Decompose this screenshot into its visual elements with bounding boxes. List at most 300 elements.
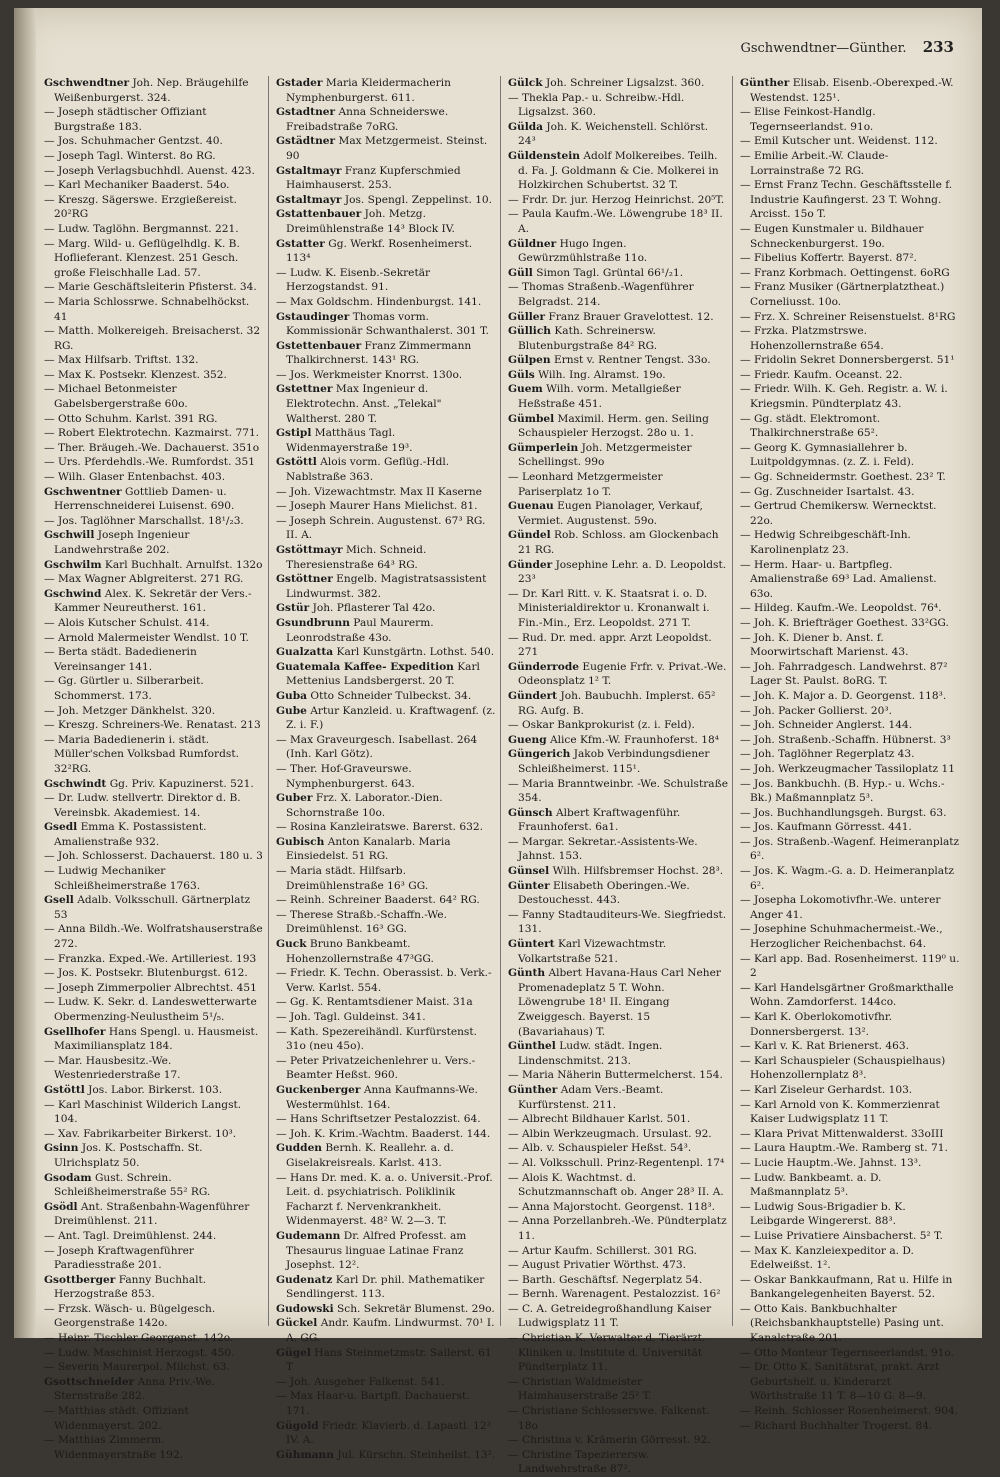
directory-entry: [506, 835, 732, 864]
directory-entry: [506, 1244, 732, 1259]
directory-entry: [42, 382, 268, 411]
entry-text: Wilh. Hilfsbremser Hochst. 28³.: [552, 865, 724, 878]
entry-text: — Albin Werkzeugmach. Ursulast. 92.: [508, 1127, 712, 1140]
directory-entry: [738, 601, 964, 616]
directory-entry: [738, 280, 964, 309]
directory-entry: [506, 237, 732, 266]
directory-entry: [42, 1375, 268, 1404]
directory-entry: [274, 616, 500, 645]
entry-surname: Gube: [276, 704, 307, 717]
entry-text: Anna Kaufmanns-We. Westermühlst. 164.: [286, 1083, 478, 1111]
entry-surname: Guck: [276, 938, 307, 951]
entry-text: — Ludwig Mechaniker Schleißheimerstraße 1763.: [44, 865, 201, 892]
entry-text: Max Metzgermeist. Steinst. 90: [286, 135, 488, 162]
entry-text: — Reinh. Schreiner Baaderst. 64² RG.: [276, 894, 480, 907]
directory-entry: [738, 134, 964, 149]
entry-text: — Lucie Hauptm.-We. Jahnst. 13³.: [740, 1156, 922, 1169]
entry-surname: Gudden: [276, 1142, 323, 1155]
directory-entry: [42, 1171, 268, 1200]
directory-entry: [738, 251, 964, 266]
entry-surname: Gschwendtner: [44, 77, 130, 89]
directory-entry: [274, 572, 500, 601]
entry-text: Anna Priv.-We. Sternstraße 282.: [54, 1375, 215, 1403]
directory-entry: [274, 704, 500, 733]
entry-surname: Guatemala Kaffee- Expedition: [276, 660, 454, 673]
entry-text: — Josephine Schuhmachermeist.-We., Herzoglicher Reichenbachst. 64.: [740, 923, 943, 951]
directory-entry: [42, 1054, 268, 1083]
entry-text: — Jos. Kaufmann Görresst. 441.: [740, 821, 912, 834]
entry-surname: Gstaltmayr: [276, 193, 342, 206]
directory-entry: [506, 1287, 732, 1302]
directory-entry: [506, 412, 732, 441]
entry-text: — Joseph Tagl. Winterst. 8o RG.: [44, 149, 216, 162]
directory-entry: [274, 937, 500, 966]
directory-entry: [42, 616, 268, 631]
directory-entry: [506, 1331, 732, 1375]
directory-entry: [274, 237, 500, 266]
entry-text: Wilh. Ing. Alramst. 19o.: [538, 368, 666, 381]
directory-entry: [738, 368, 964, 383]
entry-text: — Joseph Verlagsbuchhdl. Auenst. 423.: [44, 164, 255, 177]
directory-entry: [738, 1156, 964, 1171]
directory-entry: [274, 1448, 500, 1463]
entry-text: — Thomas Straßenb.-Wagenführer Belgradst. 214.: [508, 281, 694, 308]
directory-entry: [738, 1054, 964, 1083]
directory-entry: [506, 1083, 732, 1112]
column-1: [42, 76, 269, 1461]
entry-text: — Laura Hauptm.-We. Ramberg st. 71.: [740, 1142, 948, 1155]
entry-text: Hans Spengl. u. Hausmeist. Maximiliansplatz 184.: [54, 1025, 259, 1053]
entry-text: — Jos. K. Postsekr. Blutenburgst. 612.: [44, 967, 248, 980]
entry-text: Josephine Lehr. a. D. Leopoldst. 23³: [518, 558, 727, 586]
directory-entry: [42, 674, 268, 703]
directory-entry: [738, 806, 964, 821]
directory-entry: [738, 1083, 964, 1098]
entry-surname: Günter: [508, 879, 550, 892]
entry-text: — Ludw. Taglöhn. Bergmannst. 221.: [44, 222, 239, 235]
entry-text: Adam Vers.-Beamt. Kurfürstenst. 211.: [518, 1083, 664, 1111]
entry-text: — Matthias Zimmerm. Widenmayerstraße 192.: [44, 1434, 184, 1461]
entry-surname: Günther: [508, 1083, 558, 1096]
directory-entry: [738, 1141, 964, 1156]
entry-text: — Joh. Tagl. Guldeinst. 341.: [276, 1011, 426, 1023]
directory-entry: [738, 777, 964, 806]
directory-entry: [42, 1229, 268, 1244]
entry-text: — Max Wagner Ablgreiterst. 271 RG.: [44, 573, 244, 586]
entry-surname: Gstädtner: [276, 135, 336, 148]
entry-text: — Joh. Werkzeugmacher Tassiloplatz 11: [740, 762, 955, 775]
directory-entry: [42, 645, 268, 674]
directory-entry: [42, 134, 268, 149]
directory-entry: [738, 485, 964, 500]
entry-text: Hugo Ingen. Gewürzmühlstraße 11o.: [518, 237, 648, 265]
directory-entry: [42, 528, 268, 557]
entry-text: Karl Mettenius Landsbergerst. 20 T.: [286, 660, 480, 688]
directory-entry: [506, 91, 732, 120]
entry-text: Engelb. Magistratsassistent Lindwurmst. 382.: [286, 573, 487, 600]
entry-text: Adalb. Volksschull. Gärtnerplatz 53: [54, 894, 251, 921]
directory-entry: [42, 1433, 268, 1462]
directory-entry: [42, 1244, 268, 1273]
entry-surname: Güllich: [508, 325, 551, 338]
entry-text: Jos. Spengl. Zeppelinst. 10.: [344, 193, 493, 206]
directory-entry: [42, 1273, 268, 1302]
directory-entry: [274, 266, 500, 295]
entry-surname: Gstöttmayr: [276, 544, 343, 556]
entry-text: — Marie Geschäftsleiterin Pfisterst. 34.: [44, 281, 257, 294]
entry-surname: Gügel: [276, 1346, 311, 1359]
directory-entry: [42, 1302, 268, 1331]
directory-entry: [274, 310, 500, 339]
entry-text: — Dr. Otto K. Sanitätsrat, prakt. Arzt Geburtshelf. u. Kinderarzt Wörthstraße 11 T. 8—10 G. 8—9.: [740, 1361, 940, 1403]
directory-entry: [506, 864, 732, 879]
directory-entry: [506, 777, 732, 806]
directory-entry: [506, 966, 732, 1039]
entry-text: Friedr. Klavierb. d. Lapastl. 12² IV. A.: [286, 1419, 491, 1447]
directory-entry: [506, 76, 732, 91]
entry-text: Gg. Werkf. Rosenheimerst. 113⁴: [286, 237, 473, 265]
entry-text: — Urs. Pferdehdls.-We. Rumfordst. 351: [44, 456, 256, 469]
entry-text: Anna Schneiderswe. Freibadstraße 7oRG.: [286, 106, 449, 133]
entry-text: — Albrecht Bildhauer Karlst. 501.: [508, 1113, 691, 1126]
directory-entry: [274, 1127, 500, 1142]
entry-text: — Karl Handelsgärtner Großmarkthalle Wohn. Zamdorferst. 144co.: [740, 981, 954, 1009]
directory-entry: [42, 718, 268, 733]
entry-text: — Jos. Werkmeister Knorrst. 130o.: [276, 368, 463, 381]
entry-text: Karl Dr. phil. Mathematiker Sendlingerst. 113.: [286, 1273, 485, 1301]
entry-surname: Gülpen: [508, 354, 551, 367]
entry-text: Sch. Sekretär Blumenst. 29o.: [337, 1302, 495, 1315]
entry-text: — Gg. Schneidermstr. Goethest. 23² T.: [740, 471, 946, 484]
entry-text: Eugen Pianolager, Verkauf, Vermiet. Augustenst. 59o.: [518, 500, 703, 527]
entry-surname: Gstaltmayr: [276, 164, 342, 177]
entry-text: — Jos. Bankbuchh. (B. Hyp.- u. Wchs.-Bk.) Maßmannplatz 5³.: [740, 777, 945, 805]
entry-text: Kath. Schreinersw. Blutenburgstraße 84² RG.: [518, 325, 658, 352]
entry-surname: Gstipl: [276, 427, 312, 440]
entry-text: — Arnold Malermeister Wendlst. 10 T.: [44, 631, 249, 644]
directory-entry: [506, 1127, 732, 1142]
directory-entry: [738, 1171, 964, 1200]
entry-text: Emma K. Postassistent. Amalienstraße 932.: [54, 821, 207, 848]
directory-entry: [42, 368, 268, 383]
directory-entry: [274, 689, 500, 704]
directory-entry: [506, 660, 732, 689]
entry-text: — Joh. Fahrradgesch. Landwehrst. 87² Lager St. Paulst. 8oRG. T.: [740, 660, 948, 688]
entry-text: — Severin Maurerpol. Milchst. 63.: [44, 1361, 230, 1374]
directory-entry: [42, 849, 268, 864]
entry-text: — Alb. v. Schauspieler Heßst. 54³.: [508, 1142, 692, 1155]
entry-text: — Bernh. Warenagent. Pestalozzist. 16²: [508, 1288, 721, 1301]
directory-entry: [506, 558, 732, 587]
directory-entry: [42, 105, 268, 134]
directory-entry: [506, 441, 732, 470]
directory-entry: [506, 193, 732, 208]
entry-text: — Karl v. K. Rat Brienerst. 463.: [740, 1040, 909, 1053]
entry-text: Jos. Labor. Birkerst. 103.: [88, 1083, 223, 1096]
entry-text: — Joh. Taglöhner Regerplatz 43.: [740, 748, 915, 761]
directory-entry: [42, 1141, 268, 1170]
entry-text: — Joseph Kraftwagenführer Paradiesstraße 201.: [44, 1244, 194, 1272]
entry-text: — Oskar Bankkaufmann, Rat u. Hilfe in Bankangelegenheiten Bayerst. 52.: [740, 1273, 953, 1301]
entry-text: — Reinh. Schlosser Rosenheimerst. 904.: [740, 1405, 959, 1418]
entry-surname: Guem: [508, 383, 543, 396]
directory-entry: [42, 222, 268, 237]
entry-text: Mich. Schneid. Theresienstraße 64³ RG.: [286, 544, 427, 571]
entry-text: — Emil Kutscher unt. Weidenst. 112.: [740, 135, 938, 148]
directory-entry: [42, 514, 268, 529]
column-3: [506, 76, 733, 1476]
entry-text: — Gg. Gürtler u. Silberarbeit. Schommerst. 173.: [44, 675, 204, 702]
entry-text: — Joseph Schrein. Augustenst. 67³ RG. II. A.: [276, 514, 486, 542]
entry-text: Anton Kanalarb. Maria Einsiedelst. 51 RG.: [286, 835, 451, 863]
entry-text: — Max Graveurgesch. Isabellast. 264 (Inh. Karl Götz).: [276, 733, 478, 761]
entry-text: Artur Kanzleid. u. Kraftwagenf. (z. Z. i. F.): [286, 704, 496, 732]
directory-entry: [274, 164, 500, 193]
entry-text: Bernh. K. Reallehr. a. d. Giselakreisreals. Karlst. 413.: [286, 1142, 454, 1169]
directory-entry: [42, 1083, 268, 1098]
entry-text: — Anna Porzellanbreh.-We. Pündterplatz 11.: [508, 1215, 727, 1242]
directory-entry: [42, 587, 268, 616]
page-number: 233: [922, 38, 954, 56]
directory-entry: [506, 689, 732, 718]
entry-text: — Christian Waldmeister Haimhauserstraße 25² T.: [508, 1375, 652, 1403]
directory-entry: [506, 470, 732, 499]
directory-entry: [738, 1346, 964, 1361]
entry-text: — Anna Bildh.-We. Wolfratshauserstraße 272.: [44, 923, 263, 951]
directory-entry: [738, 1039, 964, 1054]
directory-entry: [274, 1302, 500, 1317]
directory-entry: [274, 1419, 500, 1448]
entry-text: — Otto Kais. Bankbuchhalter (Reichsbankhauptstelle) Pasing unt. Kanalstraße 201.: [740, 1302, 944, 1345]
entry-text: — Friedr. K. Techn. Oberassist. b. Verk.-Verw. Karlst. 554.: [276, 967, 492, 994]
directory-entry: [42, 441, 268, 456]
directory-entry: [506, 1273, 732, 1288]
directory-entry: [42, 631, 268, 646]
entry-text: — Joh. Schneider Anglerst. 144.: [740, 719, 913, 732]
entry-surname: Gsinn: [44, 1142, 79, 1155]
entry-surname: Gudowski: [276, 1302, 334, 1315]
directory-entry: [738, 631, 964, 660]
directory-entry: [506, 324, 732, 353]
entry-text: — Maria städt. Hilfsarb. Dreimühlenstraße 16³ GG.: [276, 865, 429, 892]
entry-surname: Gstatter: [276, 237, 325, 250]
entry-text: — Joseph Maurer Hans Mielichst. 81.: [276, 500, 478, 513]
directory-entry: [738, 1098, 964, 1127]
directory-entry: [738, 952, 964, 981]
entry-text: — Maria Badedienerin i. städt. Müller'schen Volksbad Rumfordst. 32²RG.: [44, 733, 239, 775]
entry-text: Frz. X. Laborator.-Dien. Schornstraße 10o.: [286, 792, 443, 819]
directory-entry: [42, 470, 268, 485]
entry-text: — Gg. K. Rentamtsdiener Maist. 31a: [276, 996, 473, 1009]
entry-text: Alex. K. Sekretär der Vers.-Kammer Neureutherst. 161.: [54, 587, 252, 615]
entry-surname: Gsodam: [44, 1171, 92, 1184]
entry-surname: Gümbel: [508, 412, 555, 425]
entry-text: Joh. K. Weichenstell. Schlörst. 24³: [518, 120, 709, 148]
directory-entry: [274, 908, 500, 937]
directory-entry: [42, 864, 268, 893]
directory-entry: [506, 1448, 732, 1477]
entry-surname: Gschwentner: [44, 485, 122, 498]
entry-text: Simon Tagl. Grüntal 66¹/₂1.: [536, 266, 684, 279]
entry-text: — Karl Ziseleur Gerhardst. 103.: [740, 1083, 913, 1096]
entry-text: — Christian K. Verwalter d. Tierärzt. Kliniken u. Institute d. Universität Pündterplatz 11.: [508, 1332, 706, 1374]
entry-text: — Josepha Lokomotivfhr.-We. unterer Anger 41.: [740, 894, 941, 921]
entry-surname: Güller: [508, 310, 546, 323]
entry-surname: Gschwind: [44, 587, 102, 600]
entry-text: — Joh. K. Briefträger Goethest. 33²GG.: [740, 616, 949, 629]
directory-entry: [274, 1316, 500, 1345]
directory-entry: [274, 543, 500, 572]
directory-entry: [506, 937, 732, 966]
entry-text: — Matthias städt. Offiziant Widenmayerst. 202.: [44, 1405, 189, 1432]
entry-surname: Güntert: [508, 938, 555, 951]
directory-entry: [42, 455, 268, 470]
entry-surname: Gsödl: [44, 1200, 78, 1213]
directory-entry: [738, 1229, 964, 1244]
entry-text: Joh. Baubuchh. Implerst. 65² RG. Aufg. B.: [518, 689, 716, 717]
directory-entry: [42, 733, 268, 777]
columns-container: [42, 76, 962, 1476]
directory-entry: [738, 1200, 964, 1229]
entry-text: — Hildeg. Kaufm.-We. Leopoldst. 76⁴.: [740, 602, 942, 615]
column-2: [274, 76, 501, 1461]
directory-entry: [42, 237, 268, 281]
entry-text: Jakob Verbindungsdiener Schleißheimerst. 115¹.: [518, 748, 710, 775]
entry-surname: Gümperlein: [508, 441, 579, 454]
entry-surname: Gsell: [44, 894, 74, 907]
entry-text: — Klara Privat Mittenwalderst. 33oIII: [740, 1127, 944, 1140]
directory-entry: [274, 514, 500, 543]
entry-text: — Frz. X. Schreiner Reisenstuelst. 8¹RG: [740, 310, 956, 323]
entry-text: Gg. Priv. Kapuzinerst. 521.: [109, 777, 254, 790]
entry-text: — Alois K. Wachtmst. d. Schutzmannschaft ob. Anger 28³ II. A.: [508, 1171, 724, 1199]
entry-text: — Kreszg. Schreiners-We. Renatast. 213: [44, 719, 261, 732]
entry-text: — Frzka. Platzmstrswe. Hohenzollernstraße 654.: [740, 325, 884, 352]
directory-entry: [738, 1127, 964, 1142]
entry-text: Elisabeth Oberingen.-We. Destouchesst. 443.: [518, 879, 690, 907]
directory-entry: [274, 835, 500, 864]
entry-text: — Ludw. K. Sekr. d. Landeswetterwarte Obermenzing-Neulustheim 5¹/₅.: [44, 996, 257, 1023]
entry-surname: Gstür: [276, 602, 310, 615]
directory-entry: [506, 120, 732, 149]
directory-entry: [274, 791, 500, 820]
entry-text: — Alois Kutscher Schulst. 414.: [44, 616, 210, 629]
entry-surname: Gügold: [276, 1419, 319, 1432]
directory-entry: [274, 1171, 500, 1229]
entry-text: — Maria Schlossrwe. Schnabelhöckst. 41: [44, 295, 250, 323]
entry-text: — Karl Mechaniker Baaderst. 54o.: [44, 179, 230, 192]
directory-entry: [42, 995, 268, 1024]
directory-entry: [274, 193, 500, 208]
entry-text: — Franzka. Exped.-We. Artilleriest. 193: [44, 952, 257, 965]
directory-entry: [506, 1375, 732, 1404]
directory-entry: [738, 105, 964, 134]
entry-text: — Karl Arnold von K. Kommerzienrat Kaiser Ludwigsplatz 11 T.: [740, 1098, 940, 1126]
entry-text: — Wilh. Glaser Entenbachst. 403.: [44, 471, 226, 484]
directory-entry: [42, 76, 268, 105]
directory-entry: [506, 1039, 732, 1068]
entry-text: — Hedwig Schreibgeschäft-Inh. Karolinenplatz 23.: [740, 529, 911, 556]
directory-entry: [506, 1302, 732, 1331]
directory-entry: [506, 1156, 732, 1171]
directory-entry: [738, 149, 964, 178]
entry-surname: Gstöttl: [44, 1083, 85, 1096]
entry-text: Maria Kleidermacherin Nymphenburgerst. 611.: [286, 77, 451, 104]
directory-entry: [738, 528, 964, 557]
directory-entry: [506, 368, 732, 383]
entry-surname: Güls: [508, 368, 535, 381]
directory-entry: [274, 455, 500, 484]
entry-text: — Paula Kaufm.-We. Löwengrube 18³ II. A.: [508, 208, 723, 235]
directory-entry: [738, 893, 964, 922]
entry-text: — Frdr. Dr. jur. Herzog Heinrichst. 20⁵T.: [508, 193, 725, 206]
entry-text: — Marg. Wild- u. Geflügelhdlg. K. B. Hoflieferant. Klenzest. 251 Gesch. große Fleischhalle Lad. 57.: [44, 237, 240, 279]
directory-entry: [274, 1010, 500, 1025]
entry-surname: Gsedl: [44, 821, 78, 834]
directory-entry: [274, 105, 500, 134]
directory-entry: [738, 1302, 964, 1346]
directory-entry: [506, 310, 732, 325]
directory-entry: [738, 266, 964, 281]
entry-text: — Jos. Buchhandlungsgeh. Burgst. 63.: [740, 806, 947, 819]
entry-text: — Joh. Schlosserst. Dachauerst. 180 u. 3: [44, 850, 263, 863]
directory-entry: [738, 864, 964, 893]
entry-text: Alois vorm. Geflüg.-Hdl. Nablstraße 363.: [286, 456, 450, 484]
entry-text: — Anna Majorstocht. Georgenst. 118³.: [508, 1200, 715, 1213]
directory-entry: [506, 499, 732, 528]
entry-surname: Gudemann: [276, 1229, 341, 1242]
entry-text: — Ludw. Bankbeamt. a. D. Maßmannplatz 5³.: [740, 1171, 882, 1199]
directory-entry: [506, 908, 732, 937]
entry-text: Matthäus Tagl. Widenmayerstraße 19³.: [286, 427, 413, 454]
entry-surname: Günder: [508, 558, 553, 571]
directory-entry: [42, 791, 268, 820]
directory-entry: [506, 733, 732, 748]
entry-text: Thomas vorm. Kommissionär Schwanthalerst. 301 T.: [286, 310, 489, 338]
entry-text: — August Privatier Wörthst. 473.: [508, 1259, 687, 1272]
directory-entry: [738, 441, 964, 470]
entry-text: Albert Kraftwagenführ. Fraunhoferst. 6a1.: [518, 806, 681, 834]
entry-text: — Robert Elektrotechn. Kazmairst. 771.: [44, 427, 260, 440]
directory-entry: [274, 339, 500, 368]
entry-text: Albert Havana-Haus Carl Neher Promenadeplatz 5 T. Wohn. Löwengrube 18¹ II. Eingang Zweiggesch. Bayerst. 15 (Bavariahaus) T.: [518, 967, 721, 1038]
entry-text: — Hans Schriftsetzer Pestalozzist. 64.: [276, 1113, 481, 1126]
entry-text: — Joh. K. Diener b. Anst. f. Moorwirtschaft Marienst. 43.: [740, 631, 909, 659]
directory-entry: [42, 1098, 268, 1127]
directory-entry: [42, 572, 268, 587]
directory-entry: [274, 1025, 500, 1054]
entry-text: Joseph Ingenieur Landwehrstraße 202.: [54, 529, 190, 556]
entry-text: — Hans Dr. med. K. a. o. Universit.-Prof. Leit. d. psychiatrisch. Poliklinik Facharzt f. Nervenkrankheit. Widenmayerst. 48² W. 2—3. T.: [276, 1171, 493, 1228]
directory-entry: [42, 922, 268, 951]
directory-entry: [42, 412, 268, 427]
entry-text: — Joseph Zimmerpolier Albrechtst. 451: [44, 981, 257, 994]
directory-entry: [738, 733, 964, 748]
directory-entry: [42, 1404, 268, 1433]
directory-entry: [738, 412, 964, 441]
entry-text: — Kreszg. Sägerswe. Erzgießereist. 20²RG: [44, 193, 237, 221]
entry-surname: Gstettner: [276, 383, 333, 396]
entry-text: — Peter Privatzeichenlehrer u. Vers.-Beamter Heßst. 960.: [276, 1054, 476, 1082]
directory-entry: [42, 820, 268, 849]
entry-text: Andr. Kaufm. Lindwurmst. 70¹ I. A. GG.: [286, 1317, 495, 1345]
entry-text: Adolf Molkereibes. Teilh. d. Fa. J. Goldmann & Cie. Molkerei in Holzkirchen Schubertst. 32 T.: [518, 149, 719, 192]
entry-surname: Günsch: [508, 806, 553, 819]
entry-text: — Max K. Kanzleiexpeditor a. D. Edelweißst. 1².: [740, 1244, 914, 1272]
entry-text: — Christiane Schlosserswe. Falkenst. 18o: [508, 1405, 710, 1432]
entry-surname: Gschwindt: [44, 777, 107, 790]
entry-text: — Gertrud Chemikersw. Wernecktst. 22o.: [740, 500, 937, 527]
